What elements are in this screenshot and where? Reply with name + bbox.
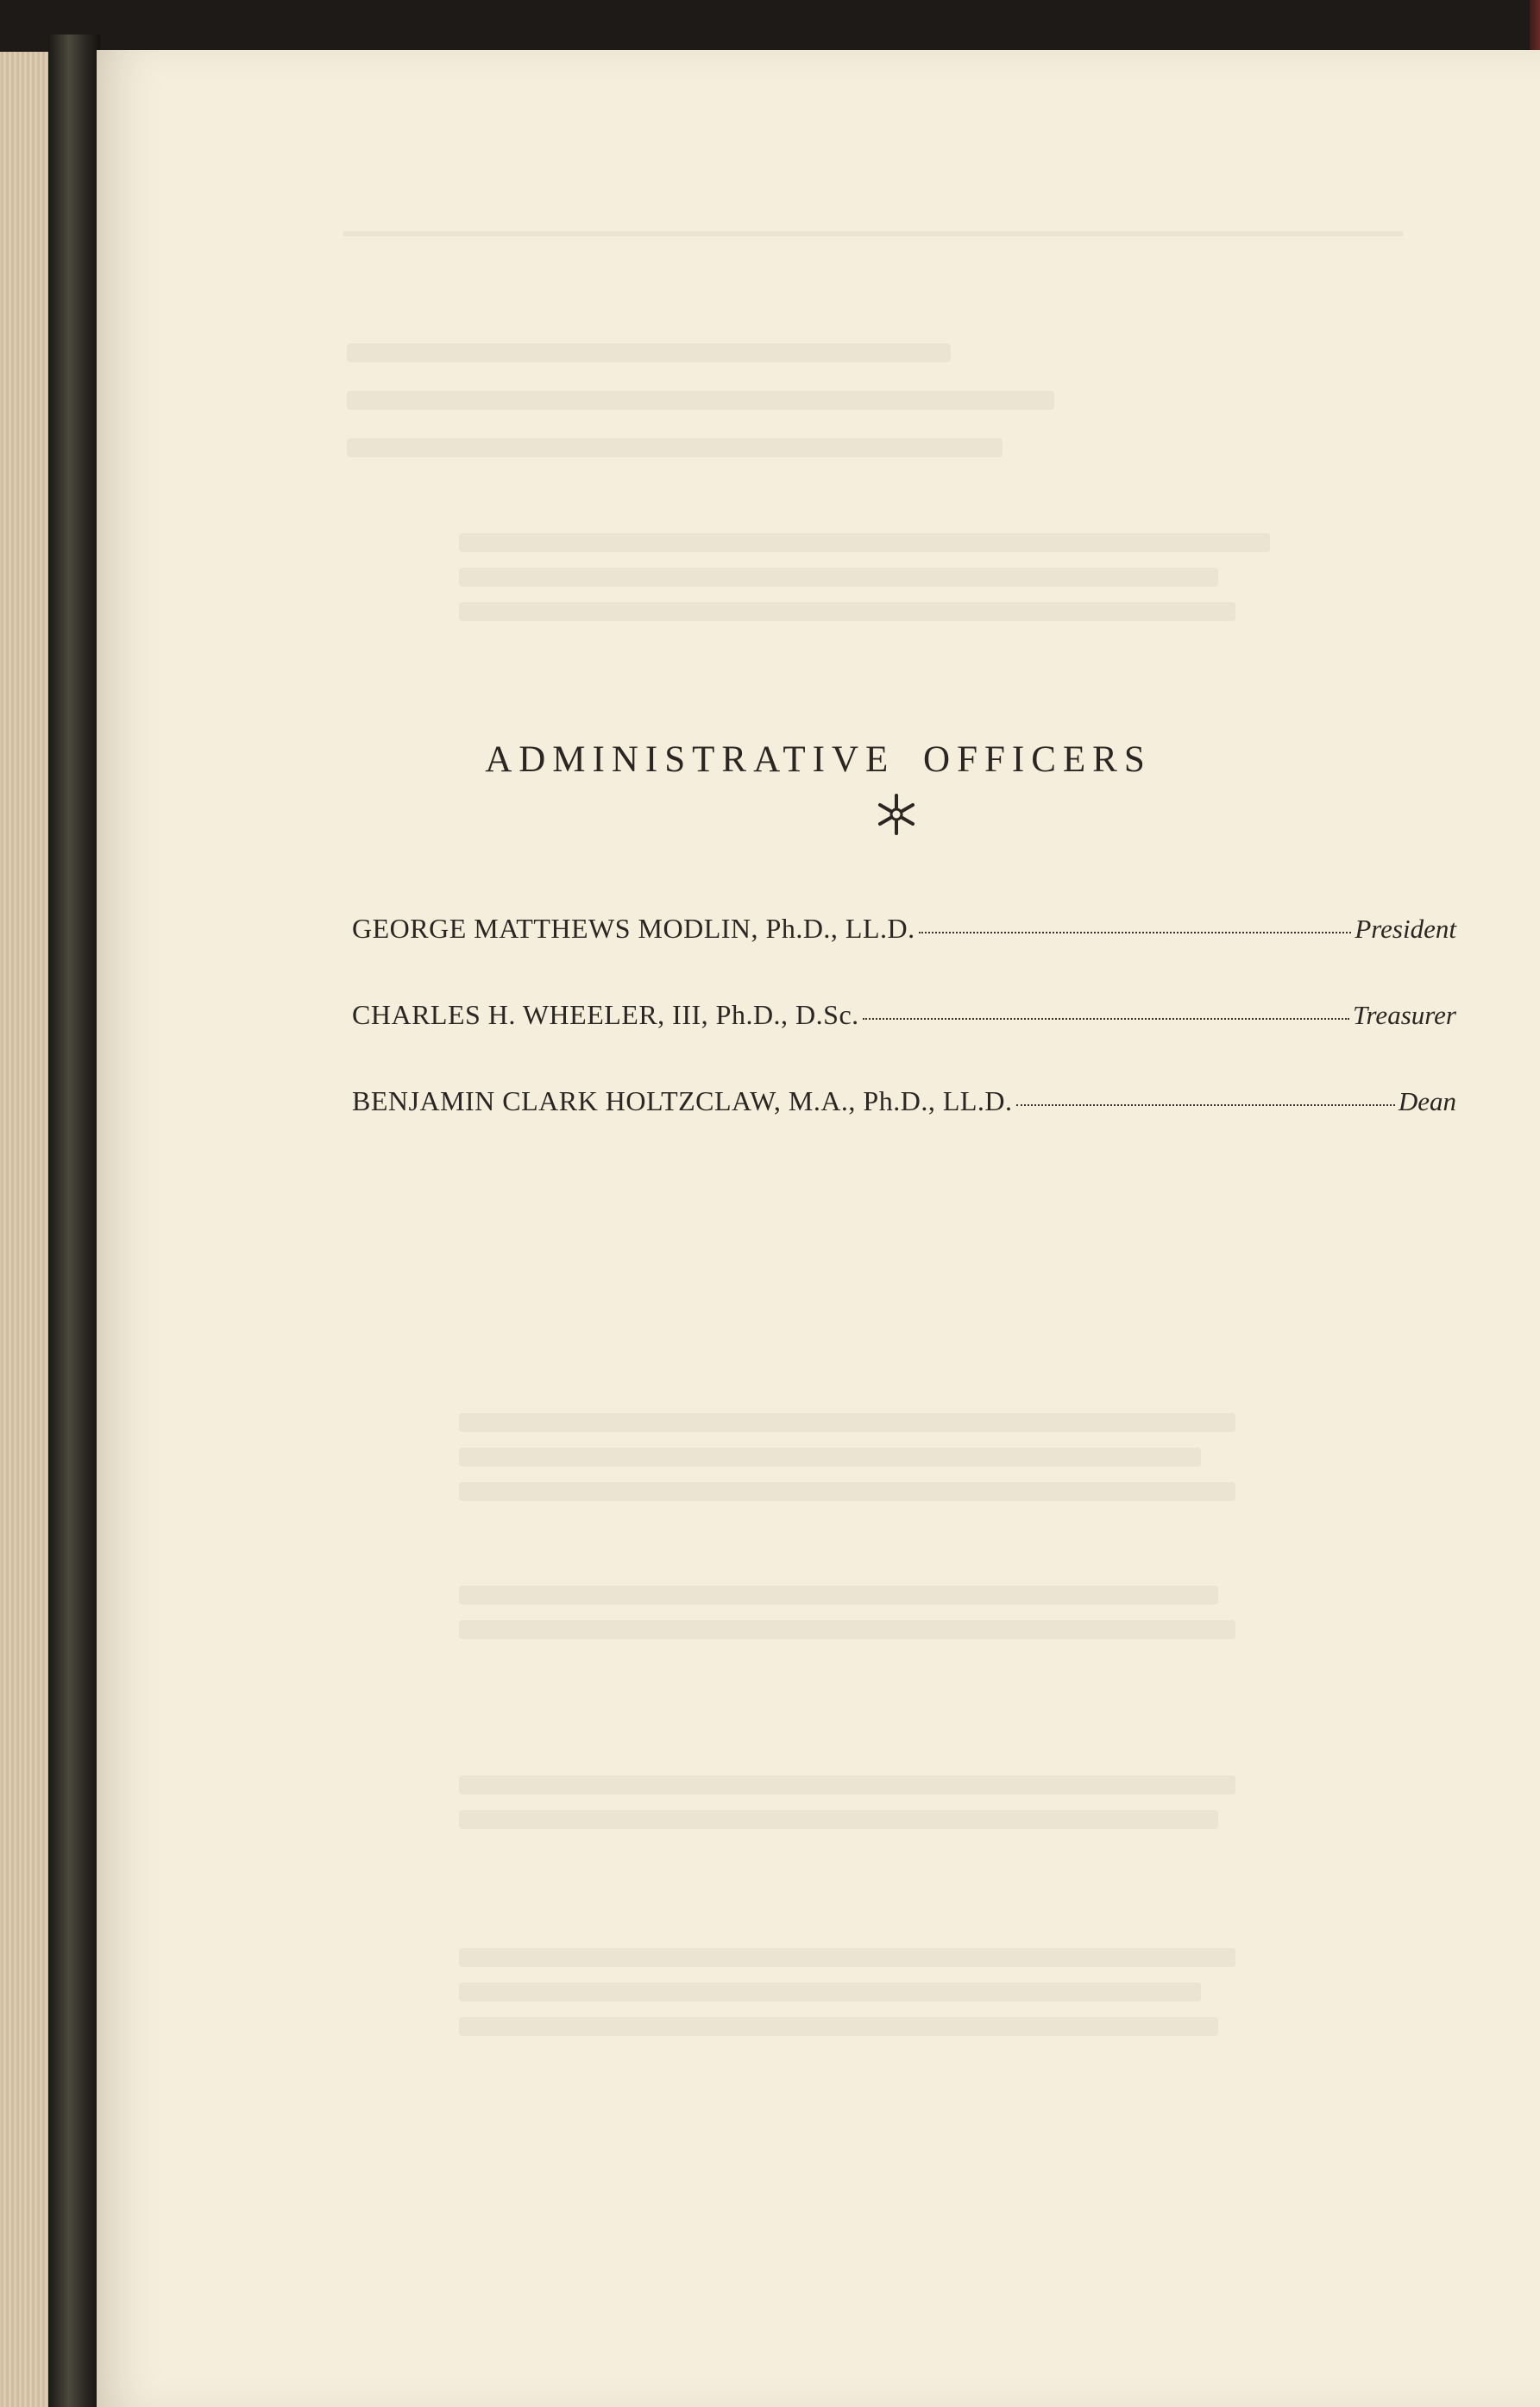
officer-row (352, 999, 1456, 1044)
officer-row (352, 1085, 1456, 1130)
show-through-line (459, 1413, 1235, 1432)
leader-dots (1016, 1104, 1395, 1106)
show-through-line (459, 602, 1235, 621)
book-page (97, 50, 1540, 2407)
show-through-line (459, 1620, 1235, 1639)
officer-row (352, 913, 1456, 958)
leader-dots (863, 1018, 1349, 1020)
show-through-line (347, 438, 1003, 457)
show-through-line (459, 2017, 1218, 2036)
officer-name: BENJAMIN CLARK HOLTZCLAW, M.A., Ph.D., LL.D. (352, 1085, 1013, 1116)
asterisk-ornament-icon (874, 792, 919, 837)
show-through-line (459, 1983, 1201, 2002)
show-through-line (459, 1810, 1218, 1829)
page-title: ADMINISTRATIVE OFFICERS (485, 739, 1152, 780)
show-through-line (459, 1448, 1201, 1467)
show-through-line (459, 1586, 1218, 1605)
show-through-line (1115, 533, 1270, 552)
show-through-line (347, 343, 951, 362)
officer-name: CHARLES H. WHEELER, III, Ph.D., D.Sc. (352, 999, 859, 1030)
show-through-line (459, 568, 1218, 587)
officer-title: Dean (1398, 1086, 1456, 1116)
show-through-line (347, 391, 1054, 410)
officer-title: Treasurer (1352, 1000, 1456, 1030)
show-through-line (459, 1482, 1235, 1501)
show-through-line (459, 1948, 1235, 1967)
show-through-rule (343, 231, 1404, 236)
officer-name: GEORGE MATTHEWS MODLIN, Ph.D., LL.D. (352, 913, 915, 944)
show-through-line (459, 1775, 1235, 1794)
leader-dots (919, 932, 1352, 933)
book-spine (48, 35, 100, 2407)
officer-title: President (1355, 914, 1456, 944)
